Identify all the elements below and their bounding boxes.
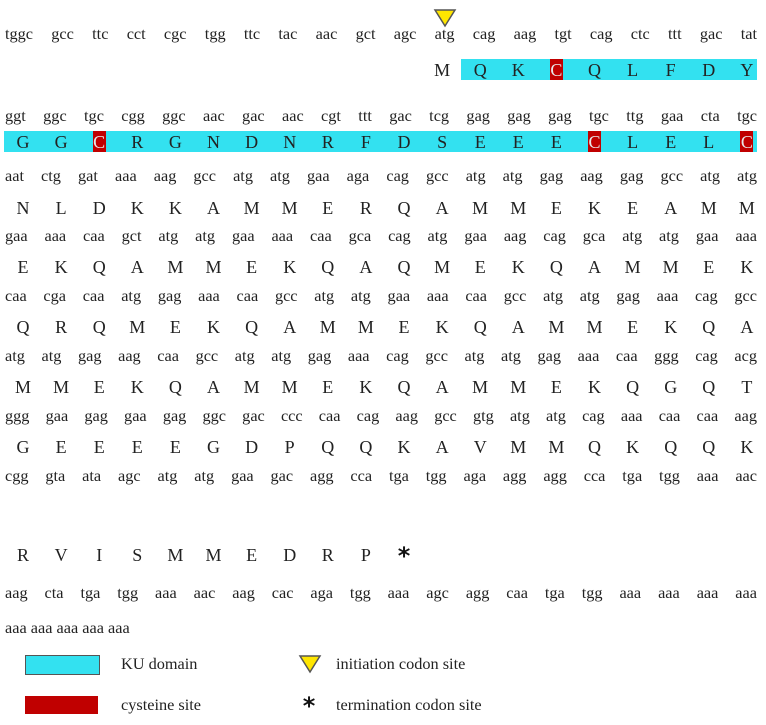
amino-acid: M <box>586 317 603 337</box>
amino-acid-row-4 <box>0 256 766 278</box>
amino-acid: E <box>131 437 143 457</box>
amino-acid: M <box>510 377 527 397</box>
amino-acid: E <box>627 317 639 337</box>
amino-acid: D <box>702 60 716 80</box>
amino-acid: R <box>359 198 372 218</box>
amino-acid-row-6 <box>0 376 766 398</box>
amino-acid: M <box>243 377 260 397</box>
amino-acid: R <box>131 132 144 152</box>
amino-acid: E <box>550 198 562 218</box>
amino-acid: K <box>664 317 678 337</box>
amino-acid: I <box>96 545 103 565</box>
amino-acid: M <box>624 257 641 277</box>
amino-acid: A <box>511 317 525 337</box>
amino-acid: V <box>54 545 68 565</box>
amino-acid: M <box>700 198 717 218</box>
amino-acid: L <box>627 60 639 80</box>
amino-acid: M <box>434 257 451 277</box>
amino-acid: G <box>207 437 220 457</box>
amino-acid: D <box>92 198 106 218</box>
amino-acid: P <box>360 545 371 565</box>
amino-acid: M <box>472 198 489 218</box>
amino-acid: M <box>167 545 184 565</box>
amino-acid: Q <box>359 437 373 457</box>
amino-acid: Y <box>740 60 754 80</box>
amino-acid: Q <box>626 377 640 397</box>
amino-acid: K <box>588 377 601 397</box>
amino-acid: R <box>55 317 68 337</box>
amino-acid: E <box>474 132 486 152</box>
amino-acid: A <box>359 257 373 277</box>
amino-acid: E <box>55 437 67 457</box>
amino-acid: M <box>243 198 260 218</box>
amino-acid: Q <box>92 317 106 337</box>
amino-acid: F <box>360 132 371 152</box>
amino-acid: Q <box>321 257 335 277</box>
amino-acid: Q <box>397 257 411 277</box>
amino-acid: Q <box>16 317 30 337</box>
termination-legend-label: termination codon site <box>336 695 482 714</box>
amino-acid: K <box>626 437 640 457</box>
amino-acid: E <box>703 257 715 277</box>
amino-acid: A <box>664 198 678 218</box>
nucleotide-line-5: caa cga caa atg gag aaa caa gcc atg atg gaa aaa caa gcc atg atg gag aaa cag gcc <box>5 286 757 305</box>
amino-acid: Q <box>702 437 716 457</box>
nucleotide-line-3: aat ctg gat aaa aag gcc atg atg gaa aga cag gcc atg atg gag aag gag gcc atg atg <box>5 166 757 185</box>
amino-acid: E <box>322 377 334 397</box>
amino-acid-row-2 <box>0 131 766 153</box>
amino-acid: E <box>665 132 677 152</box>
amino-acid: E <box>550 377 562 397</box>
amino-acid: N <box>207 132 220 152</box>
amino-acid: Q <box>588 60 601 80</box>
ku-domain-swatch <box>25 655 100 675</box>
amino-acid: Q <box>664 437 678 457</box>
amino-acid: L <box>627 132 639 152</box>
nucleotide-line-8: cgg gta ata agc atg atg gaa gac agg cca tga tgg aga agg agg cca tga tgg aaa aac <box>5 466 757 485</box>
nucleotide-line-2: ggt ggc tgc cgg ggc aac gac aac cgt ttt gac tcg gag gag gag tgc ttg gaa cta tgc <box>5 106 757 125</box>
amino-acid: Q <box>473 317 487 337</box>
amino-acid: K <box>740 437 754 457</box>
amino-acid: Q <box>92 257 106 277</box>
amino-acid: E <box>627 198 639 218</box>
amino-acid-row-5 <box>0 316 766 338</box>
amino-acid: S <box>437 132 448 152</box>
amino-acid: M <box>662 257 679 277</box>
amino-acid: M <box>510 198 527 218</box>
amino-acid: K <box>511 60 525 80</box>
amino-acid: M <box>129 317 146 337</box>
amino-acid: M <box>14 377 31 397</box>
amino-acid: M <box>167 257 184 277</box>
nucleotide-line-1: tggc gcc ttc cct cgc tgg ttc tac aac gct agc atg cag aag tgt cag ctc ttt gac tat <box>5 24 757 43</box>
amino-acid: M <box>738 198 755 218</box>
amino-acid: M <box>281 377 298 397</box>
amino-acid: G <box>54 132 68 152</box>
amino-acid: A <box>740 317 754 337</box>
amino-acid: A <box>207 377 220 397</box>
amino-acid: E <box>322 198 334 218</box>
amino-acid: K <box>168 198 182 218</box>
amino-acid: M <box>510 437 527 457</box>
amino-acid: A <box>130 257 144 277</box>
amino-acid: K <box>435 317 449 337</box>
amino-acid: M <box>281 198 298 218</box>
amino-acid: E <box>246 545 258 565</box>
amino-acid: K <box>588 198 601 218</box>
amino-acid: E <box>550 132 562 152</box>
amino-acid-row-8 <box>0 542 766 570</box>
amino-acid: F <box>665 60 676 80</box>
amino-acid: G <box>16 437 30 457</box>
amino-acid: V <box>473 437 487 457</box>
amino-acid: A <box>435 198 449 218</box>
amino-acid-row-7 <box>0 436 766 458</box>
amino-acid: C <box>93 132 106 152</box>
amino-acid: D <box>245 132 259 152</box>
amino-acid: M <box>472 377 489 397</box>
amino-acid: D <box>245 437 259 457</box>
amino-acid: M <box>548 317 565 337</box>
amino-acid: E <box>169 317 181 337</box>
amino-acid: K <box>207 317 220 337</box>
amino-acid: Q <box>321 437 335 457</box>
amino-acid: K <box>130 198 144 218</box>
nucleotide-line-9: aag cta tga tgg aaa aac aag cac aga tgg aaa agc agg caa tga tgg aaa aaa aaa aaa <box>5 583 757 602</box>
amino-acid: Q <box>702 317 716 337</box>
ku-domain-legend-label: KU domain <box>121 654 198 673</box>
amino-acid: E <box>93 377 105 397</box>
cysteine-swatch <box>25 696 98 714</box>
amino-acid: E <box>169 437 181 457</box>
amino-acid: A <box>207 198 220 218</box>
termination-legend-icon: * <box>302 692 316 720</box>
amino-acid: Q <box>397 377 411 397</box>
amino-acid: E <box>512 132 524 152</box>
amino-acid: T <box>741 377 753 397</box>
amino-acid: E <box>17 257 29 277</box>
amino-acid: D <box>283 545 297 565</box>
amino-acid: Q <box>397 198 411 218</box>
amino-acid: Q <box>168 377 182 397</box>
amino-acid: Q <box>549 257 563 277</box>
amino-acid: G <box>664 377 678 397</box>
amino-acid: E <box>398 317 410 337</box>
amino-acid: A <box>588 257 601 277</box>
amino-acid: A <box>283 317 297 337</box>
amino-acid: Q <box>245 317 259 337</box>
nucleotide-line-6: atg atg gag aag caa gcc atg atg gag aaa cag gcc atg atg gag aaa caa ggg cag acg <box>5 346 757 365</box>
amino-acid: N <box>16 198 30 218</box>
amino-acid: G <box>168 132 182 152</box>
amino-acid: M <box>434 60 451 80</box>
amino-acid: S <box>132 545 143 565</box>
amino-acid: K <box>283 257 297 277</box>
amino-acid: M <box>548 437 565 457</box>
amino-acid: M <box>319 317 336 337</box>
amino-acid: N <box>283 132 297 152</box>
initiation-legend-label: initiation codon site <box>336 654 466 673</box>
amino-acid: A <box>435 377 449 397</box>
termination-codon-icon: * <box>397 542 411 570</box>
amino-acid: M <box>357 317 374 337</box>
amino-acid: C <box>740 132 753 152</box>
amino-acid: P <box>284 437 295 457</box>
amino-acid: C <box>550 60 563 80</box>
amino-acid: M <box>53 377 70 397</box>
amino-acid: K <box>397 437 411 457</box>
nucleotide-line-4: gaa aaa caa gct atg atg gaa aaa caa gca cag atg gaa aag cag gca atg atg gaa aaa <box>5 226 757 245</box>
amino-acid: Q <box>702 377 716 397</box>
nucleotide-line-10: aaa aaa aaa aaa aaa <box>5 618 130 637</box>
amino-acid: L <box>703 132 715 152</box>
amino-acid: G <box>16 132 30 152</box>
amino-acid: D <box>397 132 411 152</box>
amino-acid: M <box>205 257 222 277</box>
initiation-legend-icon <box>298 654 322 674</box>
nucleotide-line-7: ggg gaa gag gaa gag ggc gac ccc caa cag aag gcc gtg atg atg cag aaa caa caa aag <box>5 406 757 425</box>
amino-acid-row-3 <box>0 197 766 219</box>
amino-acid: Q <box>473 60 487 80</box>
amino-acid: A <box>435 437 449 457</box>
amino-acid: K <box>740 257 754 277</box>
amino-acid: K <box>54 257 68 277</box>
amino-acid-row-1 <box>0 59 766 81</box>
amino-acid: E <box>474 257 486 277</box>
amino-acid: R <box>321 545 334 565</box>
amino-acid: E <box>246 257 258 277</box>
cysteine-legend-label: cysteine site <box>121 695 202 714</box>
amino-acid: L <box>55 198 67 218</box>
amino-acid: M <box>205 545 222 565</box>
amino-acid: Q <box>588 437 601 457</box>
amino-acid: K <box>130 377 144 397</box>
amino-acid: K <box>511 257 525 277</box>
amino-acid: K <box>359 377 373 397</box>
amino-acid: R <box>321 132 334 152</box>
amino-acid: C <box>588 132 601 152</box>
amino-acid: E <box>93 437 105 457</box>
amino-acid: R <box>16 545 29 565</box>
